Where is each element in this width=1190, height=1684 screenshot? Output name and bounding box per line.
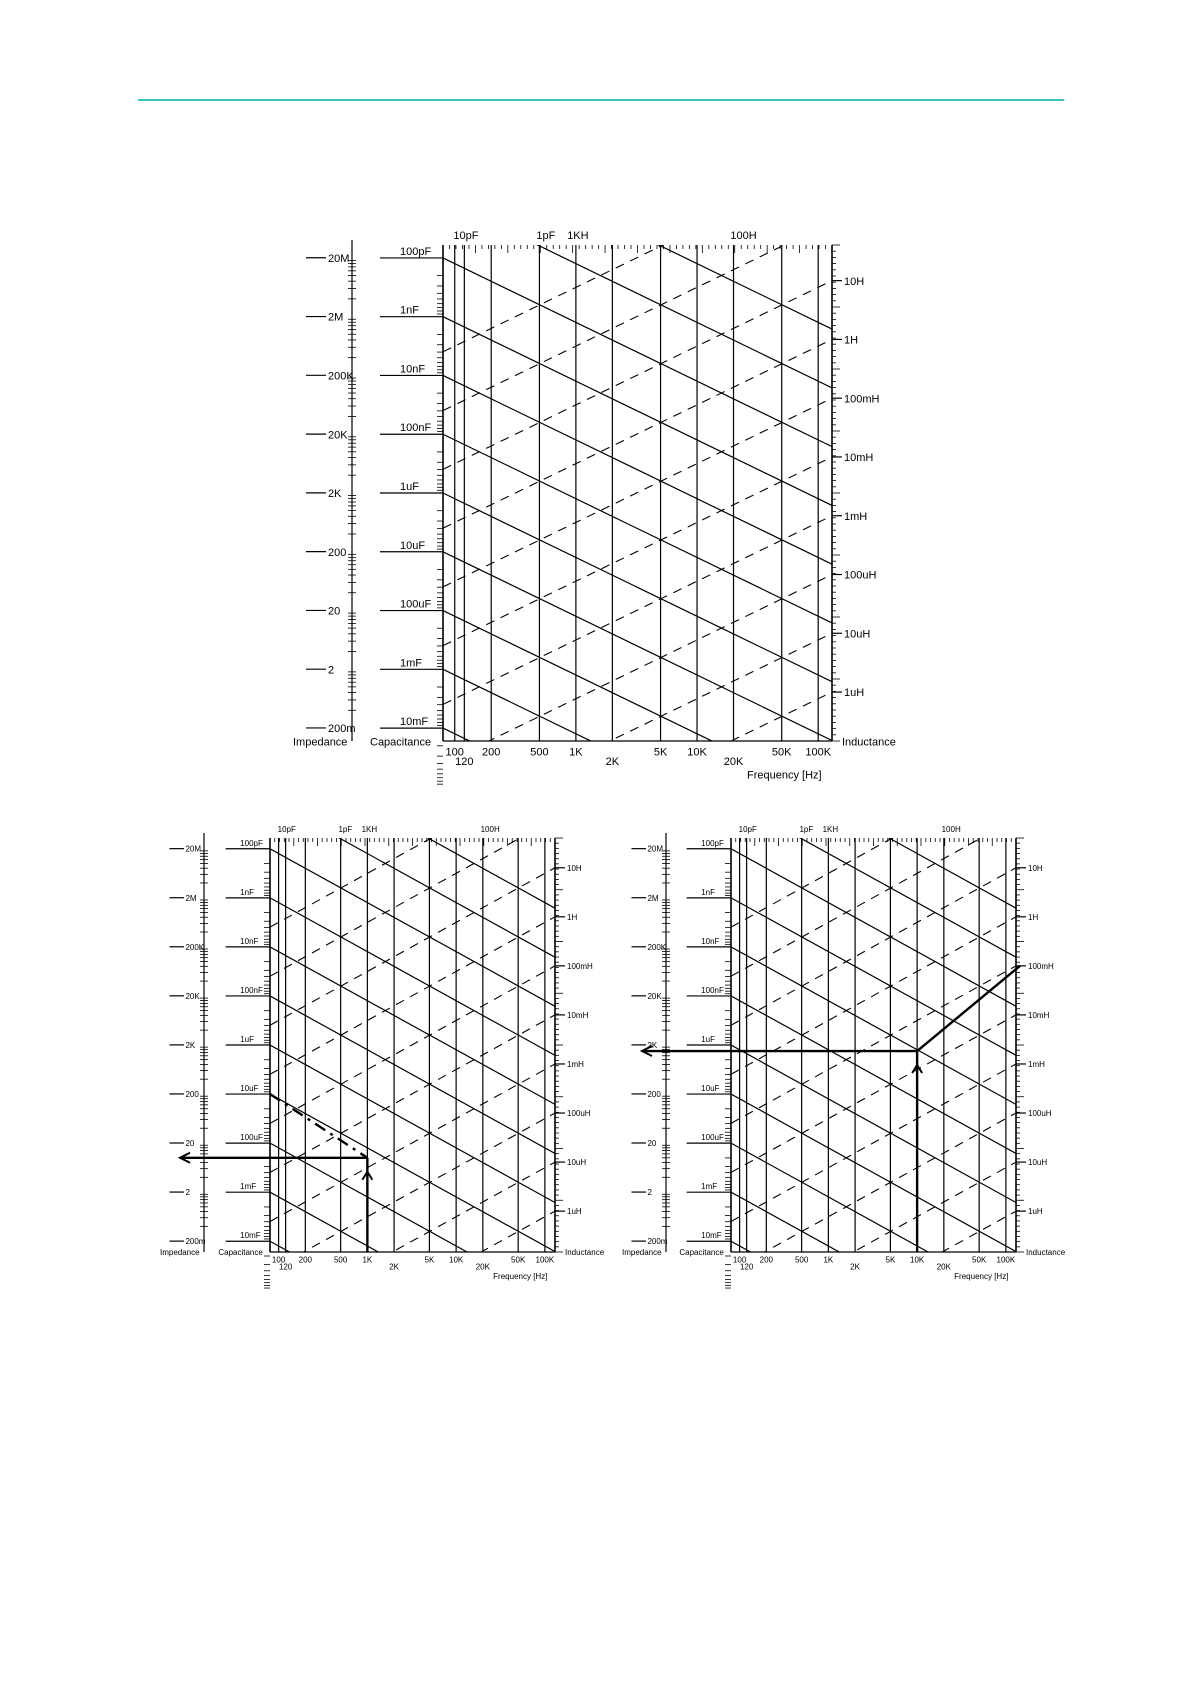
- inductance-line: [731, 868, 1016, 1026]
- frequency-label: 100K: [535, 1255, 555, 1265]
- inductance-line: [443, 633, 832, 822]
- capacitance-label: 100pF: [240, 838, 263, 848]
- capacitance-line: [443, 140, 832, 329]
- top-scale-label: 1pF: [338, 825, 353, 834]
- frequency-axis-title: Frequency [Hz]: [493, 1272, 548, 1282]
- frequency-label: 10K: [687, 746, 707, 759]
- capacitance-line: [270, 1290, 555, 1448]
- capacitance-line: [443, 552, 832, 741]
- capacitance-line: [443, 317, 832, 506]
- impedance-label: 200: [185, 1089, 199, 1099]
- example-capacitance-path: [270, 1094, 367, 1158]
- nomograph-lines: [443, 140, 832, 1057]
- impedance-label: 20: [328, 605, 341, 618]
- frequency-label: 5K: [424, 1255, 435, 1265]
- inductance-line: [270, 1015, 555, 1173]
- frequency-label: 1K: [362, 1255, 373, 1265]
- inductance-line: [443, 163, 832, 352]
- inductance-label: 100uH: [1028, 1109, 1052, 1119]
- nomograph-example-capacitance: [160, 751, 605, 1516]
- inductance-line: [731, 1113, 1016, 1271]
- capacitance-line: [731, 1241, 1016, 1399]
- inductance-label: 10mH: [1028, 1010, 1050, 1020]
- inductance-label: 10H: [567, 863, 582, 873]
- nomograph-lines: [270, 751, 555, 1516]
- capacitance-line: [731, 898, 1016, 1056]
- top-scale-label: 1pF: [536, 230, 556, 242]
- impedance-label: 2M: [647, 893, 659, 903]
- capacitance-line: [731, 849, 1016, 1007]
- inductance-line: [443, 516, 832, 705]
- capacitance-line: [443, 258, 832, 447]
- inductance-line: [270, 1309, 555, 1467]
- capacitance-label: 1uF: [701, 1035, 715, 1045]
- capacitance-axis-title: Capacitance: [679, 1248, 724, 1258]
- inductance-label: 1mH: [567, 1060, 584, 1070]
- inductance-line: [270, 868, 555, 1026]
- capacitance-label: 100pF: [701, 838, 724, 848]
- capacitance-line: [443, 199, 832, 388]
- top-scale-label: 100H: [941, 825, 961, 834]
- capacitance-line: [270, 898, 555, 1056]
- inductance-line: [270, 1358, 555, 1516]
- top-scale-label: 1KH: [567, 230, 589, 242]
- capacitance-label: 1nF: [240, 887, 254, 897]
- impedance-label: 200m: [185, 1237, 206, 1247]
- inductance-label: 1H: [1028, 912, 1039, 922]
- capacitance-line: [270, 1045, 555, 1203]
- impedance-label: 20K: [647, 991, 662, 1001]
- inductance-line: [731, 1162, 1016, 1320]
- impedance-label: 2K: [328, 488, 342, 501]
- frequency-label: 10K: [910, 1255, 925, 1265]
- capacitance-label: 1mF: [240, 1182, 257, 1192]
- inductance-line: [443, 692, 832, 881]
- inductance-line: [443, 281, 832, 470]
- inductance-line: [731, 770, 1016, 928]
- inductance-label: 10mH: [844, 452, 874, 465]
- capacitance-label: 100uF: [400, 598, 432, 611]
- capacitance-label: 1mF: [400, 657, 422, 670]
- capacitance-label: 10uF: [400, 539, 426, 552]
- inductance-label: 10uH: [567, 1158, 587, 1168]
- top-scale-label: 1pF: [799, 825, 814, 834]
- capacitance-label: 10uF: [240, 1084, 259, 1094]
- frequency-axis-title: Frequency [Hz]: [954, 1272, 1009, 1282]
- capacitance-line: [443, 493, 832, 682]
- inductance-axis-title: Inductance: [565, 1248, 605, 1258]
- impedance-label: 20M: [647, 844, 664, 854]
- impedance-label: 200K: [647, 942, 667, 952]
- frequency-label: 10K: [449, 1255, 464, 1265]
- impedance-label: 200K: [328, 370, 354, 383]
- capacitance-label: 10nF: [701, 936, 720, 946]
- impedance-label: 2: [185, 1188, 190, 1198]
- frequency-label: 200: [482, 746, 501, 759]
- capacitance-line: [270, 1339, 555, 1497]
- frequency-label: 50K: [511, 1255, 526, 1265]
- impedance-label: 200K: [185, 942, 205, 952]
- frequency-label: 200: [298, 1255, 313, 1265]
- frequency-label: 2K: [389, 1262, 399, 1272]
- inductance-label: 100uH: [844, 569, 877, 582]
- nomograph-main: [293, 140, 896, 1057]
- inductance-line: [270, 966, 555, 1124]
- inductance-line: [731, 1064, 1016, 1222]
- inductance-label: 1uH: [1028, 1207, 1043, 1217]
- frequency-label: 50K: [972, 1255, 987, 1265]
- frequency-label: 100: [271, 1255, 286, 1265]
- capacitance-line: [731, 1094, 1016, 1252]
- capacitance-line: [270, 751, 555, 909]
- top-scale-label: 100H: [730, 230, 757, 242]
- nomograph-lines: [731, 751, 1016, 1516]
- impedance-label: 2: [647, 1188, 652, 1198]
- inductance-label: 1H: [567, 912, 578, 922]
- nomograph-example-inductance: [622, 751, 1066, 1516]
- capacitance-label: 100uF: [701, 1133, 724, 1143]
- capacitance-line: [270, 849, 555, 1007]
- capacitance-line: [731, 800, 1016, 958]
- capacitance-line: [731, 1290, 1016, 1448]
- top-scale-label: 100H: [480, 825, 500, 834]
- capacitance-label: 10uF: [701, 1084, 720, 1094]
- inductance-label: 100mH: [844, 393, 880, 406]
- frequency-label: 20K: [936, 1262, 951, 1272]
- frequency-label: 120: [278, 1262, 293, 1272]
- inductance-line: [270, 1113, 555, 1271]
- impedance-label: 20M: [185, 844, 202, 854]
- capacitance-label: 100nF: [240, 985, 263, 995]
- inductance-label: 1H: [844, 334, 859, 347]
- capacitance-line: [270, 947, 555, 1105]
- inductance-label: 1uH: [844, 687, 865, 700]
- capacitance-line: [731, 1192, 1016, 1350]
- capacitance-line: [270, 1094, 555, 1252]
- capacitance-line: [443, 434, 832, 623]
- frequency-label: 50K: [771, 746, 792, 759]
- inductance-line: [270, 770, 555, 928]
- inductance-line: [731, 1260, 1016, 1418]
- top-scale-label: 10pF: [738, 825, 757, 834]
- impedance-label: 20M: [328, 252, 350, 265]
- capacitance-label: 10nF: [240, 936, 259, 946]
- frequency-label: 500: [794, 1255, 809, 1265]
- frequency-label: 500: [333, 1255, 348, 1265]
- capacitance-line: [270, 800, 555, 958]
- capacitance-label: 10mF: [240, 1231, 261, 1241]
- frequency-label: 2K: [850, 1262, 860, 1272]
- impedance-label: 20K: [185, 991, 200, 1001]
- impedance-label: 200m: [328, 723, 356, 736]
- frequency-label: 5K: [885, 1255, 896, 1265]
- inductance-line: [731, 966, 1016, 1124]
- capacitance-line: [443, 669, 832, 858]
- capacitance-label: 1mF: [701, 1182, 718, 1192]
- frequency-axis-title: Frequency [Hz]: [747, 769, 822, 782]
- frequency-label: 500: [530, 746, 549, 759]
- frequency-label: 100K: [805, 746, 832, 759]
- inductance-line: [443, 575, 832, 764]
- inductance-line: [443, 868, 832, 1057]
- capacitance-line: [731, 1045, 1016, 1203]
- capacitance-line: [270, 996, 555, 1154]
- inductance-line: [270, 1211, 555, 1369]
- impedance-label: 20K: [328, 429, 348, 442]
- inductance-label: 100uH: [567, 1109, 591, 1119]
- capacitance-label: 10mF: [701, 1231, 722, 1241]
- top-scale-label: 1KH: [822, 825, 839, 834]
- frequency-label: 120: [739, 1262, 754, 1272]
- frequency-label: 100: [445, 746, 464, 759]
- inductance-axis-title: Inductance: [842, 736, 896, 749]
- inductance-line: [443, 339, 832, 528]
- capacitance-line: [731, 1339, 1016, 1497]
- inductance-label: 10H: [844, 275, 865, 288]
- inductance-line: [731, 1211, 1016, 1369]
- impedance-label: 2M: [185, 893, 197, 903]
- capacitance-line: [443, 846, 832, 1035]
- inductance-label: 10H: [1028, 863, 1043, 873]
- inductance-line: [731, 1015, 1016, 1173]
- capacitance-label: 1nF: [400, 304, 419, 317]
- capacitance-label: 1uF: [240, 1035, 254, 1045]
- capacitance-label: 1nF: [701, 887, 715, 897]
- example-inductance-path: [917, 966, 1020, 1051]
- frequency-label: 5K: [653, 746, 668, 759]
- inductance-line: [270, 917, 555, 1075]
- frequency-label: 1K: [823, 1255, 834, 1265]
- impedance-axis-title: Impedance: [622, 1248, 662, 1258]
- inductance-label: 1uH: [567, 1207, 582, 1217]
- capacitance-line: [270, 1192, 555, 1350]
- inductance-line: [270, 1064, 555, 1222]
- inductance-line: [731, 1358, 1016, 1516]
- capacitance-label: 10mF: [400, 716, 429, 729]
- impedance-axis-title: Impedance: [293, 736, 348, 749]
- impedance-label: 200m: [647, 1237, 668, 1247]
- inductance-axis-title: Inductance: [1026, 1248, 1066, 1258]
- impedance-label: 20: [185, 1139, 195, 1149]
- inductance-line: [731, 1309, 1016, 1467]
- frequency-label: 20K: [723, 756, 744, 769]
- top-scale-label: 1KH: [361, 825, 378, 834]
- inductance-label: 100mH: [1028, 961, 1054, 971]
- impedance-label: 2K: [647, 1040, 658, 1050]
- capacitance-line: [443, 375, 832, 564]
- capacitance-label: 100uF: [240, 1133, 263, 1143]
- capacitance-line: [731, 996, 1016, 1154]
- capacitance-label: 10nF: [400, 363, 426, 376]
- impedance-axis-title: Impedance: [160, 1248, 200, 1258]
- capacitance-line: [270, 1241, 555, 1399]
- impedance-label: 200: [328, 546, 347, 559]
- impedance-label: 200: [647, 1089, 661, 1099]
- capacitance-label: 100nF: [400, 422, 432, 435]
- capacitance-axis-title: Capacitance: [370, 736, 432, 749]
- inductance-label: 10mH: [567, 1010, 589, 1020]
- frequency-label: 200: [759, 1255, 774, 1265]
- inductance-label: 1mH: [1028, 1060, 1045, 1070]
- frequency-label: 100K: [996, 1255, 1016, 1265]
- impedance-label: 2M: [328, 311, 344, 324]
- frequency-label: 1K: [569, 746, 583, 759]
- capacitance-axis-title: Capacitance: [218, 1248, 263, 1258]
- inductance-line: [443, 398, 832, 587]
- impedance-label: 2K: [185, 1040, 196, 1050]
- inductance-label: 1mH: [844, 510, 868, 523]
- inductance-line: [270, 1260, 555, 1418]
- impedance-label: 2: [328, 664, 335, 677]
- capacitance-label: 100pF: [400, 245, 432, 258]
- top-scale-label: 10pF: [277, 825, 296, 834]
- frequency-label: 20K: [475, 1262, 490, 1272]
- inductance-label: 100mH: [567, 961, 593, 971]
- frequency-label: 120: [455, 756, 474, 769]
- capacitance-line: [731, 947, 1016, 1105]
- top-scale-label: 10pF: [453, 230, 479, 242]
- capacitance-label: 1uF: [400, 481, 419, 494]
- inductance-label: 10uH: [1028, 1158, 1048, 1168]
- capacitance-label: 100nF: [701, 985, 724, 995]
- inductance-label: 10uH: [844, 628, 871, 641]
- frequency-label: 100: [732, 1255, 747, 1265]
- impedance-label: 20: [647, 1139, 657, 1149]
- inductance-line: [270, 1162, 555, 1320]
- inductance-line: [443, 457, 832, 646]
- frequency-label: 2K: [605, 756, 620, 769]
